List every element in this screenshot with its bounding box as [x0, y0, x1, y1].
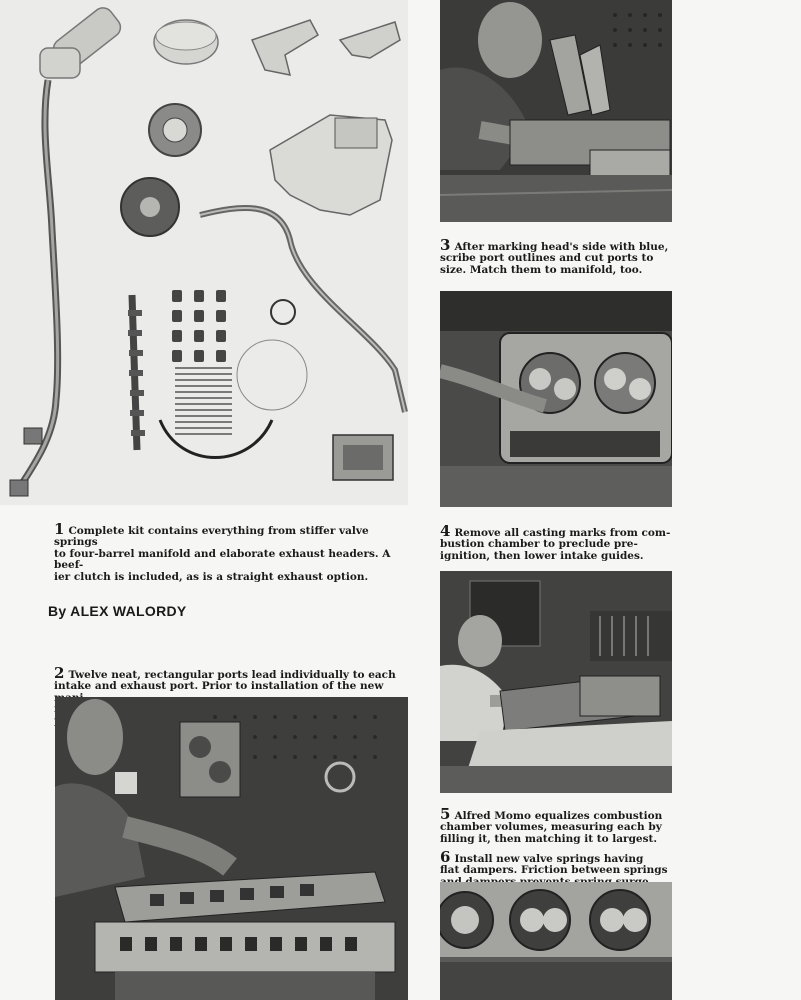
manifold-ports-image	[55, 697, 408, 1000]
byline: By ALEX WALORDY	[48, 603, 187, 619]
caption-6-number: 6	[440, 847, 451, 866]
photo-combustion-chamber	[440, 291, 672, 507]
kit-parts-image	[0, 0, 408, 505]
photo-kit-parts	[0, 0, 408, 505]
photo-marking-head	[440, 0, 672, 222]
caption-4-text: Remove all casting marks from com- bustion chamber to preclude pre- ignition, then lower intake guides.	[440, 526, 671, 562]
caption-3	[440, 228, 680, 276]
caption-1-number: 1	[54, 519, 65, 538]
caption-6	[440, 840, 680, 888]
photo-valve-springs	[440, 882, 672, 1000]
caption-5-text: Alfred Momo equalizes combustion chamber volumes, measuring each by filling it, then matching it to largest.	[440, 809, 663, 845]
valve-springs-image	[440, 882, 672, 1000]
marking-head-image	[440, 0, 672, 222]
caption-4	[440, 514, 680, 562]
caption-6-text: Install new valve springs having flat dampers. Friction between springs	[440, 852, 668, 876]
equalizing-chambers-image	[440, 571, 672, 793]
caption-3-number: 3	[440, 235, 451, 254]
photo-manifold-ports	[55, 697, 408, 1000]
combustion-chamber-image	[440, 291, 672, 507]
caption-3-text: After marking head's side with blue, scribe port outlines and cut ports to size. Match them to manifold, too.	[440, 240, 669, 276]
caption-5-number: 5	[440, 804, 451, 823]
caption-1-text: Complete kit contains everything from stiffer valve springs to four-barrel manifold and elaborate exhaust headers. A beef- ier clutch is included, as is a straight exhaust option.	[54, 524, 391, 583]
caption-2-number: 2	[54, 663, 65, 682]
caption-2-text: Twelve neat, rectangular ports lead individually to each intake and exhaust port. Prior to installation of the new	[54, 668, 396, 692]
caption-5	[440, 797, 680, 845]
photo-equalizing-chambers	[440, 571, 672, 793]
caption-4-number: 4	[440, 521, 451, 540]
caption-1	[54, 512, 404, 583]
